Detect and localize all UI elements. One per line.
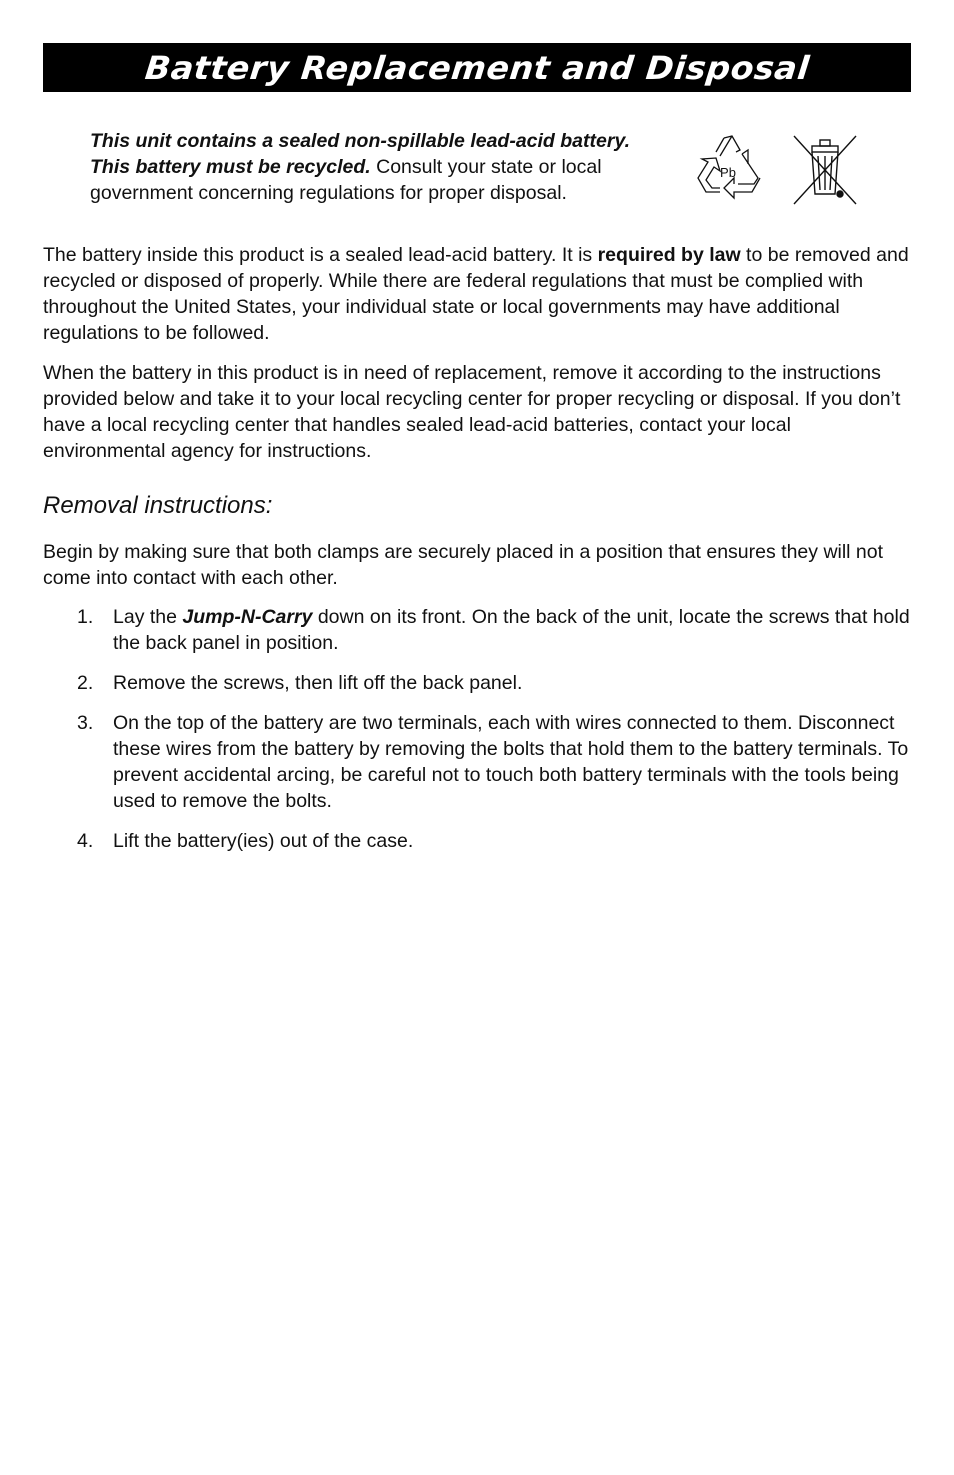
pb-label: Pb	[720, 165, 736, 180]
notice-bold-sentence-1: This unit contains a sealed non-spillable lead-acid battery.	[90, 130, 630, 152]
step-text: On the top of the battery are two terminals, each with wires connected to them. Disconnect these wires from the battery by removing the bolts that hold them to the battery terminals. To prevent accidental arcing, be careful not to touch both battery terminals with the tools being used to remove the bolts.	[113, 712, 909, 812]
step-text	[113, 604, 913, 656]
step-number: 3.	[77, 712, 94, 734]
list-item	[77, 828, 913, 854]
notice-bold-sentence-2: This battery must be recycled.	[90, 156, 371, 178]
crossed-out-bin-icon	[794, 136, 856, 204]
removal-intro: Begin by making sure that both clamps are securely placed in a position that ensures they will not come into contact with each other.	[43, 541, 884, 589]
step-number: 2.	[77, 672, 94, 694]
step-number: 4.	[77, 830, 94, 852]
paragraph-legal	[43, 242, 913, 346]
removal-steps	[77, 604, 913, 868]
list-item	[77, 710, 913, 814]
list-item	[77, 604, 913, 656]
step-number: 1.	[77, 606, 94, 628]
step-text-part: down on its front. On the back of the unit, locate the screws that hold the back panel in position.	[113, 606, 910, 654]
notice-text: Consult your state or local government concerning regulations for proper disposal.	[90, 156, 602, 204]
list-item	[77, 670, 913, 696]
required-by-law: required by law	[597, 244, 741, 266]
disposal-symbols	[694, 132, 864, 212]
step-text: Remove the screws, then lift off the back panel.	[113, 672, 523, 694]
disposal-notice	[90, 128, 700, 206]
page-title: Battery Replacement and Disposal	[142, 48, 812, 87]
step-text: Lift the battery(ies) out of the case.	[113, 830, 414, 852]
step-text-part: Lay the	[113, 606, 183, 628]
title-banner	[43, 43, 911, 92]
recycle-pb-icon	[698, 136, 760, 198]
removal-heading: Removal instructions:	[43, 492, 273, 519]
paragraph-legal-text-2: to be removed and recycled or disposed of properly. While there are federal regulations that must be complied with throughout the United States, your individual state or local governments may have additional regulations to be followed.	[43, 244, 909, 344]
product-name: Jump-N-Carry	[182, 606, 313, 628]
paragraph-legal-text-1: The battery inside this product is a sealed lead-acid battery. It is	[43, 244, 598, 266]
paragraph-replacement: When the battery in this product is in need of replacement, remove it according to the instructions provided below and take it to your local recycling center for proper recycling or disposal. If you don’t have a local recycling center that handles sealed lead-acid batteries, contact your local environmental agency for instructions.	[43, 362, 901, 462]
